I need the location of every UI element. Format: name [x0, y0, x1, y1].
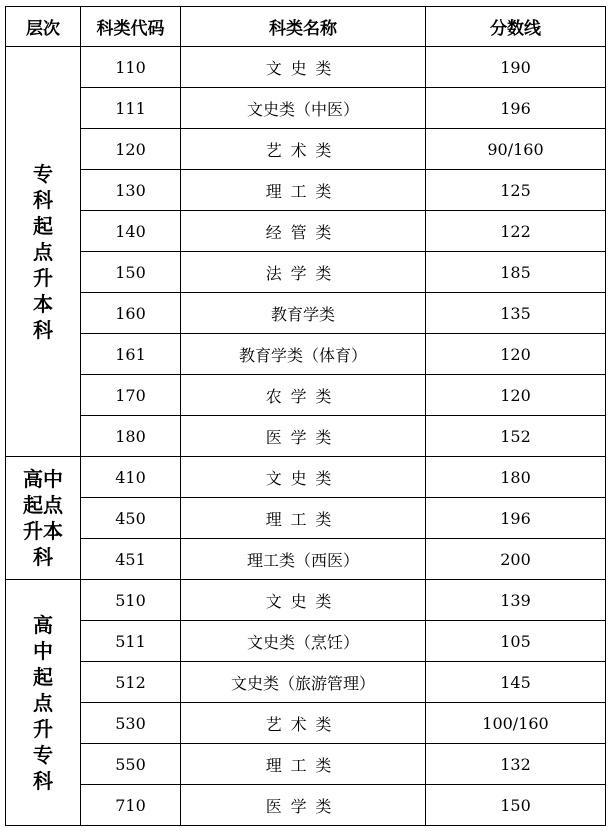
level-cell [6, 580, 81, 826]
table-row [6, 498, 606, 539]
score-cell: 152 [426, 416, 606, 457]
code-cell: 410 [81, 457, 181, 498]
name-cell: 艺术类 [181, 129, 426, 170]
score-cell: 200 [426, 539, 606, 580]
code-cell: 161 [81, 334, 181, 375]
table-row [6, 129, 606, 170]
name-cell: 教育学类（体育） [181, 334, 426, 375]
code-cell: 451 [81, 539, 181, 580]
code-cell: 170 [81, 375, 181, 416]
level-cell [6, 47, 81, 457]
name-cell: 医学类 [181, 785, 426, 826]
name-cell: 艺术类 [181, 703, 426, 744]
table-row [6, 47, 606, 88]
score-cell: 196 [426, 498, 606, 539]
table-row [6, 334, 606, 375]
name-cell: 文史类 [181, 580, 426, 621]
code-cell: 510 [81, 580, 181, 621]
code-cell: 710 [81, 785, 181, 826]
score-cell: 125 [426, 170, 606, 211]
table-row [6, 580, 606, 621]
level-label: 专科起点升本科 [33, 161, 53, 342]
table-row [6, 539, 606, 580]
name-cell: 农学类 [181, 375, 426, 416]
code-cell: 512 [81, 662, 181, 703]
code-cell: 120 [81, 129, 181, 170]
score-cell: 135 [426, 293, 606, 334]
score-cell: 132 [426, 744, 606, 785]
code-cell: 111 [81, 88, 181, 129]
score-cell: 100/160 [426, 703, 606, 744]
code-cell: 550 [81, 744, 181, 785]
score-cell: 120 [426, 375, 606, 416]
code-cell: 130 [81, 170, 181, 211]
code-cell: 110 [81, 47, 181, 88]
code-cell: 450 [81, 498, 181, 539]
header-score: 分数线 [426, 7, 606, 47]
table-body [6, 47, 606, 826]
score-cell: 185 [426, 252, 606, 293]
name-cell: 理工类（西医） [181, 539, 426, 580]
table-row [6, 293, 606, 334]
score-cell: 150 [426, 785, 606, 826]
name-cell: 文史类（旅游管理） [181, 662, 426, 703]
score-cell: 122 [426, 211, 606, 252]
name-cell: 理工类 [181, 170, 426, 211]
code-cell: 160 [81, 293, 181, 334]
table-row [6, 457, 606, 498]
score-cell: 139 [426, 580, 606, 621]
table-row [6, 785, 606, 826]
header-row [6, 7, 606, 47]
table-row [6, 170, 606, 211]
table-row [6, 662, 606, 703]
header-name: 科类名称 [181, 7, 426, 47]
name-cell: 文史类 [181, 47, 426, 88]
score-cell: 190 [426, 47, 606, 88]
table-row [6, 88, 606, 129]
table-row [6, 744, 606, 785]
name-cell: 理工类 [181, 744, 426, 785]
level-label: 高中起点升专科 [33, 612, 53, 793]
name-cell: 文史类 [181, 457, 426, 498]
score-cell: 90/160 [426, 129, 606, 170]
name-cell: 法学类 [181, 252, 426, 293]
code-cell: 150 [81, 252, 181, 293]
score-table [5, 6, 606, 826]
score-cell: 196 [426, 88, 606, 129]
code-cell: 511 [81, 621, 181, 662]
table-row [6, 416, 606, 457]
score-cell: 180 [426, 457, 606, 498]
header-code: 科类代码 [81, 7, 181, 47]
score-cell: 145 [426, 662, 606, 703]
level-cell [6, 457, 81, 580]
name-cell: 医学类 [181, 416, 426, 457]
name-cell: 理工类 [181, 498, 426, 539]
table-row [6, 703, 606, 744]
header-level: 层次 [6, 7, 81, 47]
table-row [6, 375, 606, 416]
score-cell: 120 [426, 334, 606, 375]
table-row [6, 252, 606, 293]
name-cell: 文史类（中医） [181, 88, 426, 129]
code-cell: 180 [81, 416, 181, 457]
name-cell: 经管类 [181, 211, 426, 252]
name-cell: 文史类（烹饪） [181, 621, 426, 662]
code-cell: 140 [81, 211, 181, 252]
table-row [6, 621, 606, 662]
score-cell: 105 [426, 621, 606, 662]
code-cell: 530 [81, 703, 181, 744]
table-row [6, 211, 606, 252]
name-cell: 教育学类 [181, 293, 426, 334]
level-label: 高中起点升本科 [23, 467, 63, 569]
